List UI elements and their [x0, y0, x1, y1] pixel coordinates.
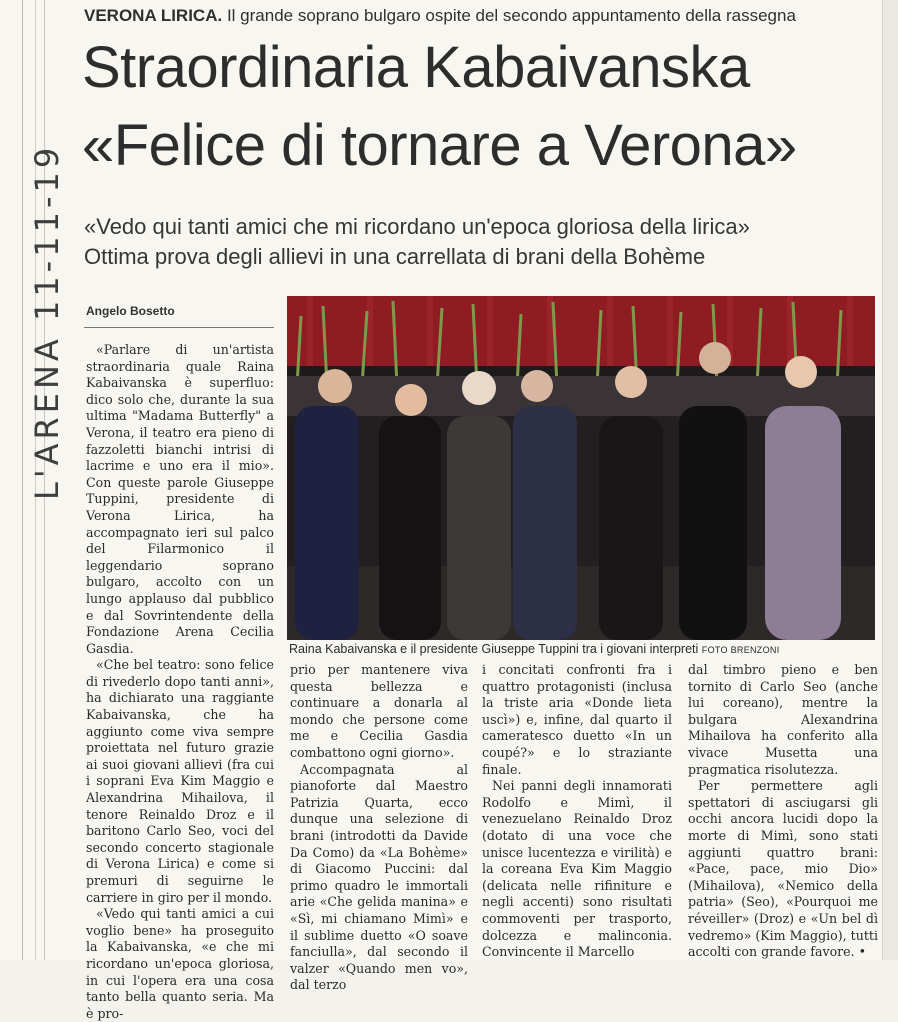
page-right-edge: [882, 0, 898, 960]
article-column-2: [290, 662, 468, 994]
handwritten-annotation-wrap: [28, 143, 78, 530]
paragraph: «Che bel teatro: sono felice di rivederlo dopo tanti anni», ha dichiarato una raggiante Kabaivanska, che ha aggiunto come viva sempre proiettata nel futuro grazie ai suoi giovani allievi (fra cui i soprani Eva Kim Maggio e Alexandrina Mihailova, il tenore Reinaldo Droz e il baritono Carlo Seo, voci del secondo concerto stagionale di Verona Lirica) e come si premuri di seguirne le carriere in giro per il mondo.: [86, 657, 274, 905]
kicker-text: Il grande soprano bulgaro ospite del secondo appuntamento della rassegna: [222, 6, 796, 25]
paragraph: «Vedo qui tanti amici a cui voglio bene» ha proseguito la Kabaivanska, «e che mi ricordano un'epoca gloriosa, in cui l'opera era una cosa tanto bella quanto seria. Ma è pro-: [86, 906, 274, 1021]
caption-text: Raina Kabaivanska e il presidente Giuseppe Tuppini tra i giovani interpreti: [289, 642, 699, 656]
paragraph: Per permettere agli spettatori di asciugarsi gli occhi ancora lucidi dopo la morte di Mimì, sono stati aggiunti quattro brani: «Pace, pace, mio Dio» (Mihailova), «Nemico della patria» (Seo), «Pourquoi me réveiller» (Droz) e «Un bel dì vedremo» (Kim Maggio), tutti accolti con grande favore. •: [688, 778, 879, 960]
photo-credit: FOTO BRENZONI: [701, 645, 780, 655]
photo-caption: [289, 642, 875, 656]
subheadline-line-2: Ottima prova degli allievi in una carrellata di brani della Bohème: [84, 244, 706, 269]
kicker-line: [84, 6, 874, 26]
article-column-4: [688, 662, 878, 961]
article-column-3: [482, 662, 672, 961]
paragraph: i concitati confronti fra i quattro protagonisti (inclusa la triste aria «Donde lieta uscì») e, infine, dal quarto il cameratesco duetto «In un coupé?» e lo straziante finale.: [482, 662, 672, 777]
paragraph: «Parlare di un'artista straordinaria quale Raina Kabaivanska è superfluo: dico solo che, durante la sua ultima "Madama Butterfly" a Verona, il teatro era pieno di fazzoletti bianchi intrisi di lacrime e uno era il mio». Con queste parole Giuseppe Tuppini, presidente di Verona Lirica, ha accompagnato ieri sul palco del Filarmonico il leggendario soprano bulgaro, accolto con un lungo applauso dal pubblico e dal Sovrintendente della Fondazione Arena Cecilia Gasdia.: [86, 342, 274, 656]
stage-photo-illustration: [287, 296, 875, 640]
kicker-label: VERONA LIRICA.: [84, 6, 223, 25]
headline-line-1: Straordinaria Kabaivanska: [82, 35, 750, 100]
handwritten-note: L'ARENA 11-11-19: [28, 143, 66, 500]
article-column-1: [86, 342, 274, 1022]
paragraph: dal timbro pieno e ben tornito di Carlo Seo (anche lui coreano), mentre la bulgara Alexandrina Mihailova ha conferito alla vivace Musetta una pragmatica risolutezza.: [688, 662, 878, 777]
paragraph: Accompagnata al pianoforte dal Maestro Patrizia Quarta, ecco dunque una selezione di brani (introdotti da Davide Da Como) da «La Bohème» di Giacomo Puccini: dal primo quadro le immortali arie «Che gelida manina» e «Sì, mi chiamano Mimì» e il sublime duetto «O soave fanciulla», dal secondo il valzer «Quando men vo», dal terzo: [290, 761, 468, 993]
headline-line-2: «Felice di tornare a Verona»: [82, 113, 797, 178]
paragraph: prio per mantenere viva questa bellezza e continuare a donarla al mondo che persone come me e Cecilia Gasdia combattono ogni giorno».: [290, 662, 468, 760]
subheadline-line-1: «Vedo qui tanti amici che mi ricordano un'epoca gloriosa della lirica»: [84, 214, 750, 239]
byline: Angelo Bosetto: [86, 304, 175, 318]
paragraph: Nei panni degli innamorati Rodolfo e Mimì, il venezuelano Reinaldo Droz (dotato di una voce che unisce lucentezza e virilità) e la coreana Eva Kim Maggio (delicata nelle rifiniture e negli accenti) sono risultati commoventi per trasporto, dolcezza e malinconia. Convincente il Marcello: [482, 778, 672, 960]
stage-photo: [287, 296, 875, 640]
byline-rule: [84, 327, 274, 328]
